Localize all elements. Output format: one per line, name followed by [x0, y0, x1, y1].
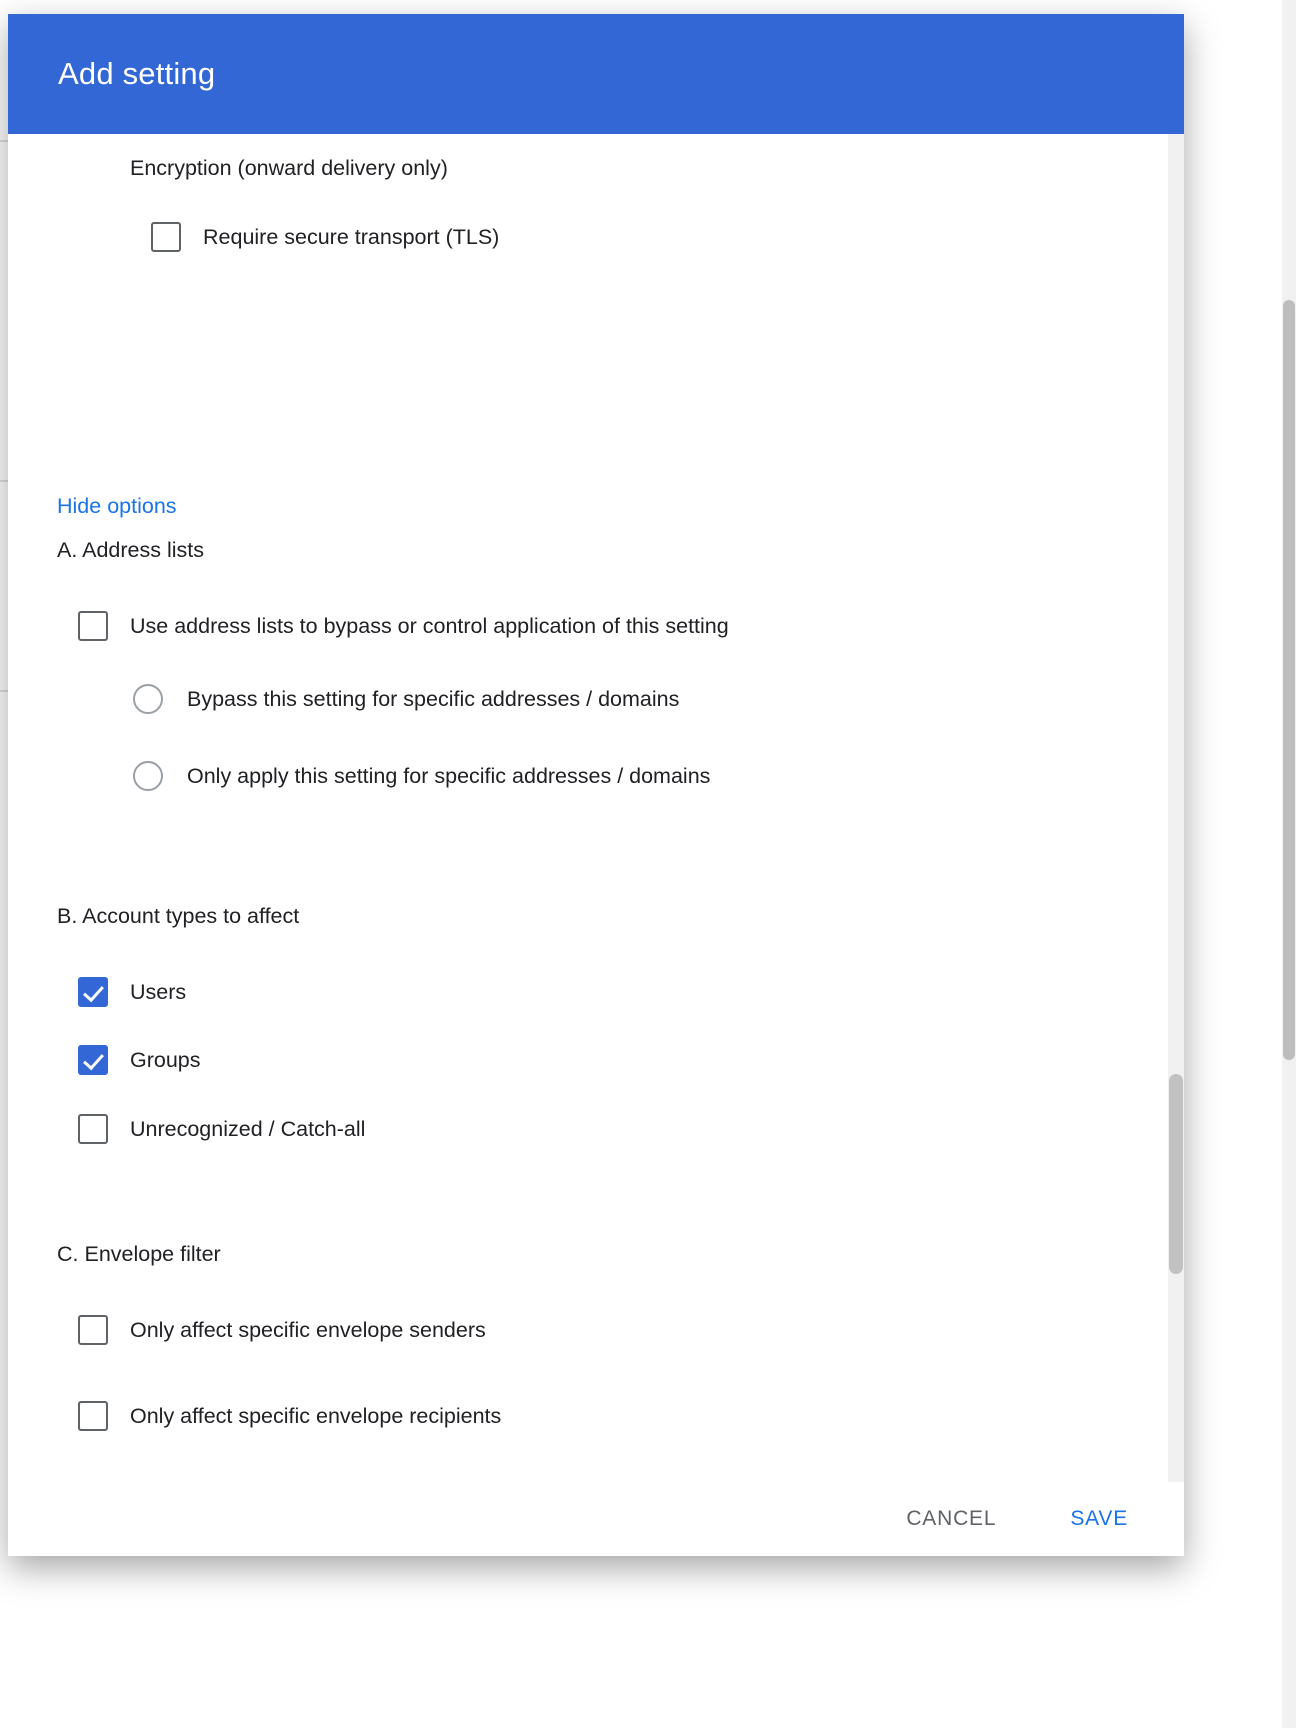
account-type-groups-row[interactable] [78, 1045, 201, 1075]
require-tls-row[interactable] [151, 222, 499, 252]
account-type-groups-label: Groups [130, 1047, 201, 1072]
envelope-recipients-checkbox[interactable] [78, 1401, 108, 1431]
dialog-body [8, 134, 1184, 1482]
address-lists-checkbox[interactable] [78, 611, 108, 641]
add-setting-dialog [8, 14, 1184, 1556]
account-type-catchall-row[interactable] [78, 1114, 365, 1144]
cancel-button[interactable]: CANCEL [888, 1497, 1014, 1541]
dialog-title: Add setting [58, 56, 216, 91]
account-type-users-label: Users [130, 979, 187, 1004]
hide-options-link[interactable]: Hide options [57, 494, 177, 518]
account-type-catchall-label: Unrecognized / Catch-all [130, 1116, 366, 1141]
bypass-setting-radio[interactable] [133, 684, 163, 714]
section-c-heading: C. Envelope filter [57, 1242, 221, 1266]
envelope-senders-label: Only affect specific envelope senders [130, 1317, 486, 1342]
page-scrollbar-thumb[interactable] [1283, 300, 1295, 1060]
only-apply-setting-radio[interactable] [133, 761, 163, 791]
envelope-senders-checkbox[interactable] [78, 1315, 108, 1345]
only-apply-setting-label: Only apply this setting for specific addresses / domains [187, 763, 711, 788]
save-button[interactable]: SAVE [1052, 1497, 1146, 1541]
account-type-users-checkbox[interactable] [78, 977, 108, 1007]
require-tls-label: Require secure transport (TLS) [203, 224, 500, 249]
address-lists-label: Use address lists to bypass or control application of this setting [130, 613, 729, 638]
dialog-header [8, 14, 1184, 134]
only-apply-setting-radio-row[interactable] [133, 761, 710, 791]
dialog-footer [8, 1482, 1184, 1556]
envelope-recipients-label: Only affect specific envelope recipients [130, 1403, 502, 1428]
bypass-setting-radio-row[interactable] [133, 684, 679, 714]
account-type-groups-checkbox[interactable] [78, 1045, 108, 1075]
envelope-senders-row[interactable] [78, 1315, 486, 1345]
section-b-heading: B. Account types to affect [57, 904, 300, 928]
bypass-setting-label: Bypass this setting for specific addresses / domains [187, 686, 680, 711]
page-scrollbar-track[interactable] [1282, 0, 1296, 1728]
dialog-scrollbar-thumb[interactable] [1169, 1074, 1183, 1274]
envelope-recipients-row[interactable] [78, 1401, 501, 1431]
dialog-scrollbar-track[interactable] [1168, 134, 1184, 1482]
account-type-catchall-checkbox[interactable] [78, 1114, 108, 1144]
encryption-heading: Encryption (onward delivery only) [130, 156, 448, 180]
account-type-users-row[interactable] [78, 977, 186, 1007]
require-tls-checkbox[interactable] [151, 222, 181, 252]
address-lists-checkbox-row[interactable] [78, 611, 729, 641]
section-a-heading: A. Address lists [57, 538, 204, 562]
